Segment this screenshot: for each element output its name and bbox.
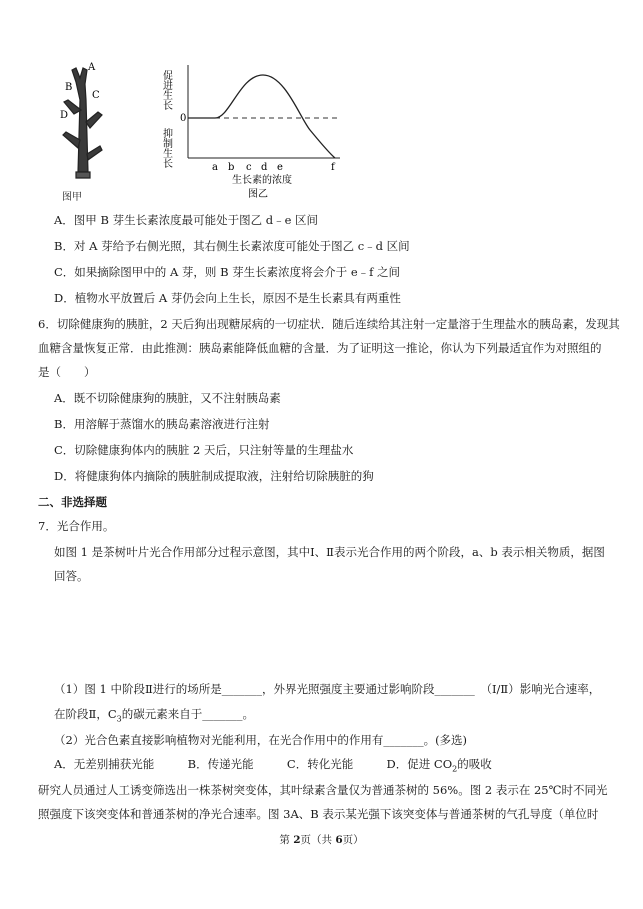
q6-option-a: A．既不切除健康狗的胰脏，又不注射胰岛素	[54, 391, 281, 405]
q5-option-d: D．植物水平放置后 A 芽仍会向上生长，原因不是生长素具有两重性	[54, 291, 401, 305]
y-bottom-label: 抑制生长	[160, 128, 172, 168]
tick-e: e	[277, 162, 283, 173]
q7-part1-line1: （1）图 1 中阶段Ⅱ进行的场所是_______，外界光照强度主要通过影响阶段_______ （Ⅰ/Ⅱ）影响光合速率，	[54, 682, 601, 696]
q7-option-d: D．促进 $CO_2$的吸收	[386, 757, 492, 774]
y-zero-label: 0	[180, 113, 187, 124]
q5-option-a: A．图甲 B 芽生长素浓度最可能处于图乙 d﹣e 区间	[54, 213, 319, 227]
page-footer: 第 2页（共 6页）	[279, 834, 364, 846]
figure-a-caption: 图甲	[62, 192, 82, 203]
tick-b: b	[228, 162, 235, 173]
q7-intro-1: 如图 1 是茶树叶片光合作用部分过程示意图，其中Ⅰ、Ⅱ表示光合作用的两个阶段，a、b 表示相关物质，据图	[54, 545, 605, 559]
tick-d: d	[261, 162, 268, 173]
q7-option-a: A．无差别捕获光能	[54, 757, 155, 771]
q7-research-1: 研究人员通过人工诱变筛选出一株茶树突变体，其叶绿素含量仅为普通茶树的 56%。图 2 表示在 25℃时不同光	[38, 783, 608, 797]
total-pages: 6	[335, 834, 343, 846]
figure-b-caption: 图乙	[248, 189, 268, 200]
label-b: B	[65, 82, 73, 93]
q7-intro-2: 回答。	[54, 569, 89, 583]
q6-option-c: C．切除健康狗体内的胰脏 2 天后，只注射等量的生理盐水	[54, 443, 354, 457]
q7-title: 7．光合作用。	[38, 519, 115, 533]
figure-b	[160, 60, 350, 200]
q7-research-2: 照强度下该突变体和普通茶树的净光合速率。图 3A、B 表示某光强下该突变体与普通茶树的气孔导度（单位时	[38, 807, 599, 821]
q6-stem-1: 6．切除健康狗的胰脏，2 天后狗出现糖尿病的一切症状．随后连续给其注射一定量溶于生理盐水的胰岛素，发现其	[38, 317, 620, 331]
tick-a: a	[212, 162, 218, 173]
q5-option-c: C．如果摘除图甲中的 A 芽，则 B 芽生长素浓度将会介于 e﹣f 之间	[54, 265, 401, 279]
label-c: C	[92, 90, 100, 101]
current-page: 2	[293, 834, 301, 846]
label-d: D	[60, 110, 69, 121]
q7-part1-line2: 在阶段Ⅱ，$C_3$的碳元素来自于_______。	[54, 707, 254, 724]
x-axis-label: 生长素的浓度	[232, 175, 292, 186]
growth-curve	[188, 75, 335, 158]
q5-option-b: B．对 A 芽给予右侧光照，其右侧生长素浓度可能处于图乙 c﹣d 区间	[54, 239, 410, 253]
tick-f: f	[331, 162, 335, 173]
q7-part2-options	[54, 756, 492, 777]
q6-option-d: D．将健康狗体内摘除的胰脏制成提取液，注射给切除胰脏的狗	[54, 469, 374, 483]
figure-a	[50, 60, 120, 195]
label-a: A	[88, 62, 96, 73]
q7-option-c: C．转化光能	[286, 757, 354, 771]
q7-option-b: B．传递光能	[187, 757, 254, 771]
tick-c: c	[246, 162, 252, 173]
y-top-label: 促进生长	[160, 70, 172, 110]
q6-option-b: B．用溶解于蒸馏水的胰岛素溶液进行注射	[54, 417, 270, 431]
q6-stem-3: 是（ ）	[38, 365, 96, 379]
section-2-title: 二、非选择题	[38, 495, 107, 509]
q6-stem-2: 血糖含量恢复正常．由此推测：胰岛素能降低血糖的含量．为了证明这一推论，你认为下列最适宜作为对照组的	[38, 341, 602, 355]
q7-part2: （2）光合色素直接影响植物对光能利用，在光合作用中的作用有_______。(多选)	[54, 733, 468, 747]
